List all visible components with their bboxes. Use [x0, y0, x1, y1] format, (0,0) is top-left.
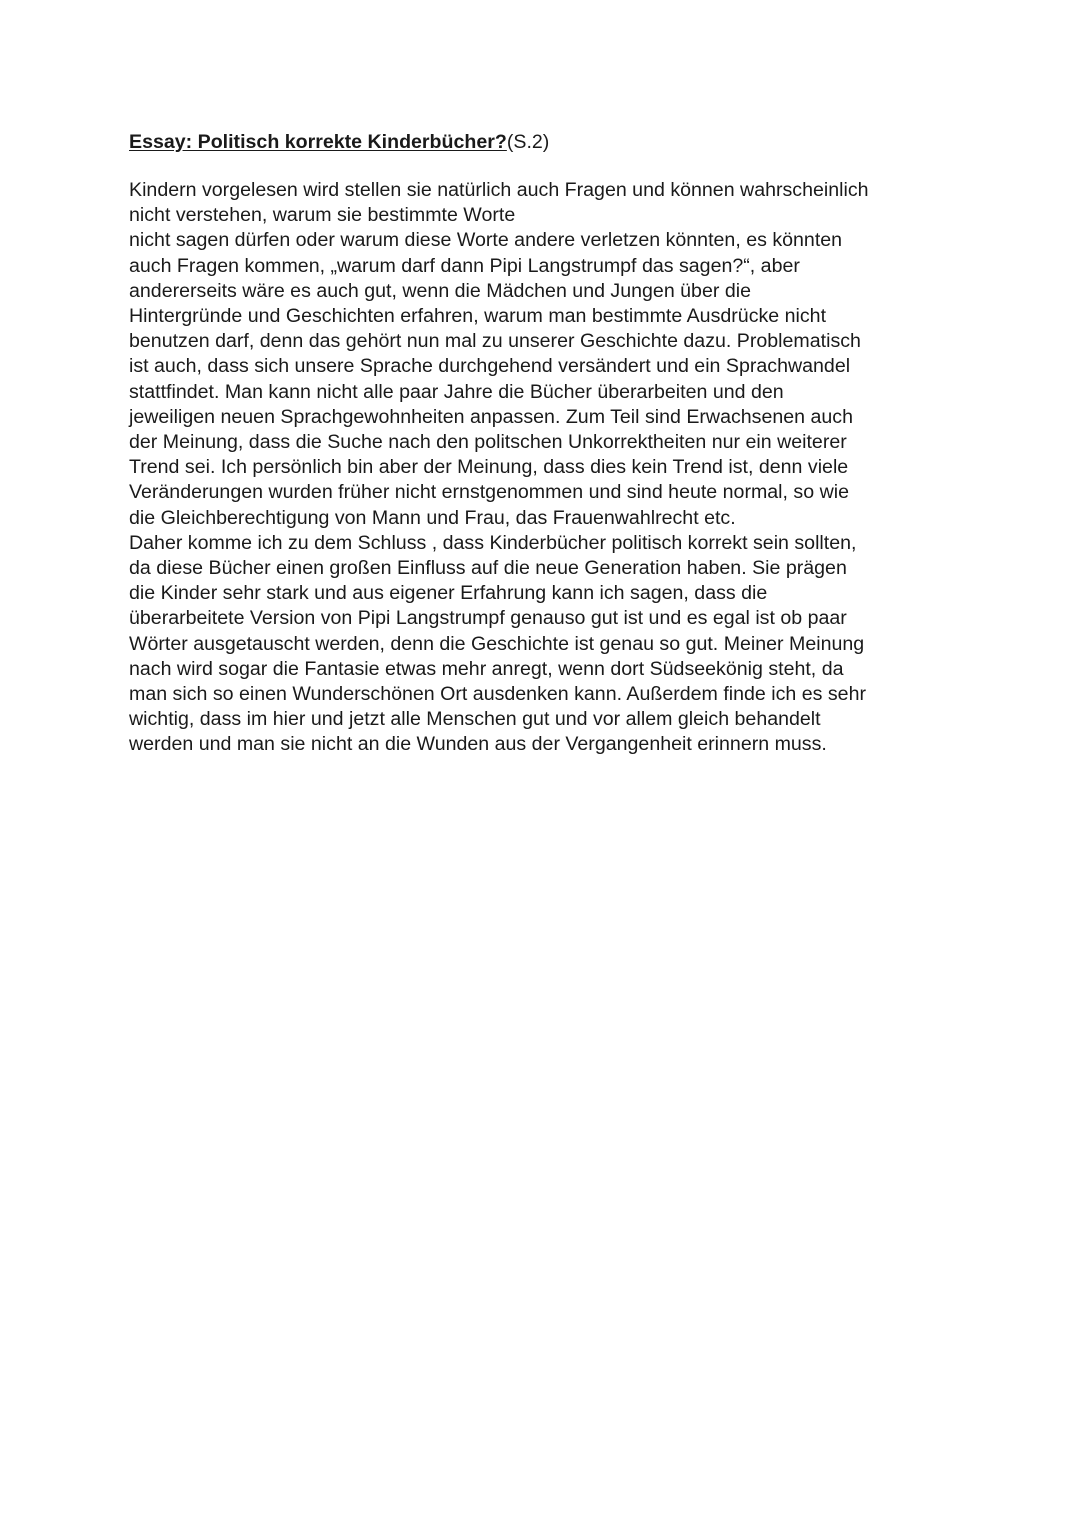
- text-line: die Kinder sehr stark und aus eigener Erfahrung kann ich sagen, dass die: [129, 582, 768, 605]
- text-line: Trend sei. Ich persönlich bin aber der Meinung, dass dies kein Trend ist, denn viele: [129, 456, 849, 479]
- text-line: benutzen darf, denn das gehört nun mal zu unserer Geschichte dazu. Problematisch: [129, 330, 861, 353]
- text-line: nicht sagen dürfen oder warum diese Worte andere verletzen könnten, es könnten: [129, 229, 843, 252]
- text-line: der Meinung, dass die Suche nach den politschen Unkorrektheiten nur ein weiterer: [129, 431, 847, 454]
- text-line: ist auch, dass sich unsere Sprache durchgehend versändert und ein Sprachwandel: [129, 355, 851, 378]
- text-line: Wörter ausgetauscht werden, denn die Geschichte ist genau so gut. Meiner Meinung: [129, 632, 865, 655]
- text-line: Kindern vorgelesen wird stellen sie natürlich auch Fragen und können wahrscheinlich: [129, 179, 869, 201]
- document-content: [129, 130, 969, 758]
- text-line: auch Fragen kommen, „warum darf dann Pipi Langstrumpf das sagen?“, aber: [129, 254, 800, 277]
- text-line: Hintergründe und Geschichten erfahren, warum man bestimmte Ausdrücke nicht: [129, 305, 827, 328]
- text-line: jeweiligen neuen Sprachgewohnheiten anpassen. Zum Teil sind Erwachsenen auch: [129, 405, 853, 428]
- text-line: werden und man sie nicht an die Wunden aus der Vergangenheit erinnern muss.: [129, 733, 827, 756]
- text-line: man sich so einen Wunderschönen Ort ausdenken kann. Außerdem finde ich es sehr: [129, 683, 867, 706]
- text-line: Veränderungen wurden früher nicht ernstgenommen und sind heute normal, so wie: [129, 481, 849, 504]
- text-line: Daher komme ich zu dem Schluss , dass Kinderbücher politisch korrekt sein sollten,: [129, 531, 857, 554]
- text-line: überarbeitete Version von Pipi Langstrumpf genauso gut ist und es egal ist ob paar: [129, 607, 847, 630]
- text-line: nicht verstehen, warum sie bestimmte Worte: [129, 204, 516, 227]
- text-line: wichtig, dass im hier und jetzt alle Menschen gut und vor allem gleich behandelt: [129, 708, 821, 731]
- text-line: andererseits wäre es auch gut, wenn die Mädchen und Jungen über die: [129, 279, 751, 302]
- text-line: die Gleichberechtigung von Mann und Frau, das Frauenwahlrecht etc.: [129, 506, 736, 529]
- essay-body: [129, 178, 969, 758]
- document-title: [129, 130, 969, 155]
- text-line: da diese Bücher einen großen Einfluss auf die neue Generation haben. Sie prägen: [129, 557, 847, 580]
- text-line: stattfindet. Man kann nicht alle paar Jahre die Bücher überarbeiten und den: [129, 380, 784, 403]
- text-line: nach wird sogar die Fantasie etwas mehr anregt, wenn dort Südseekönig steht, da: [129, 657, 844, 680]
- title-page-suffix: (S.2): [506, 131, 550, 153]
- title-main-text: Essay: Politisch korrekte Kinderbücher?: [129, 131, 507, 153]
